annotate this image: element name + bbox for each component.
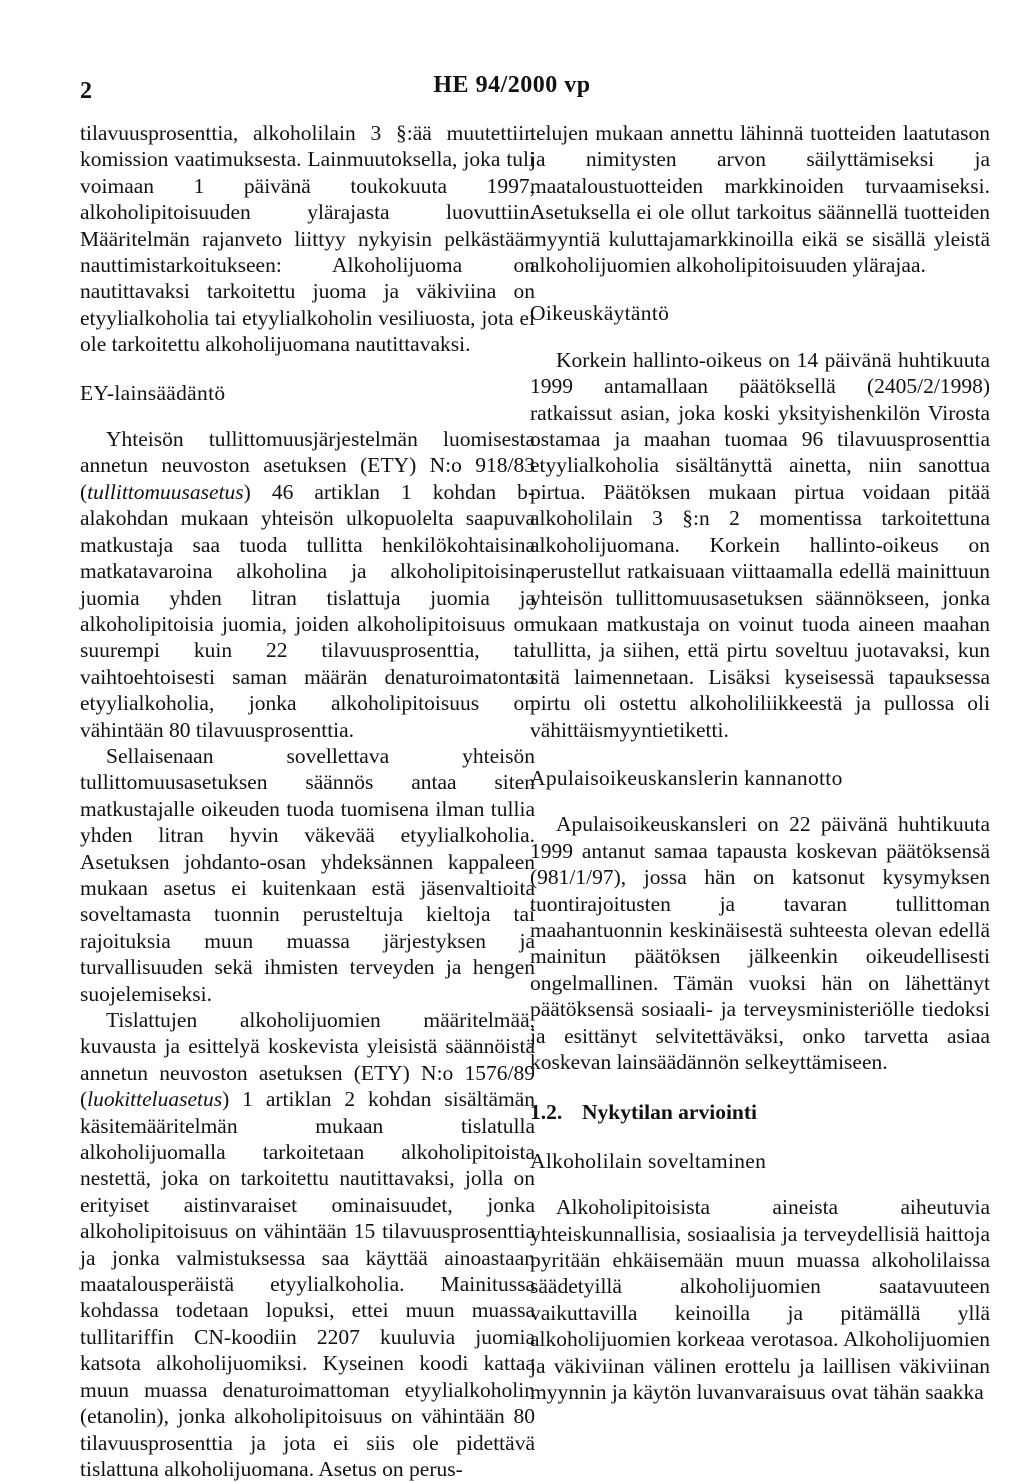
left-paragraph-2 [80, 426, 535, 743]
left-paragraph-4 [80, 1007, 535, 1482]
section-heading [530, 1099, 990, 1125]
right-paragraph-1: telujen mukaan annettu lähinnä tuotteiden laatutason ja nimitysten arvon säilyttämiseksi ja maataloustuotteiden markkinoiden turvaamiseksi. Asetuksella ei ole ollut tarkoitus säännellä tuotteiden myyntiä kuluttajamarkkinoilla eikä se sisällä yleistä alkoholijuomien alkoholipitoisuuden ylärajaa. [530, 121, 990, 278]
subhead-alkoholilain-soveltaminen: Alkoholilain soveltaminen [530, 1148, 767, 1173]
right-paragraph-3: Apulaisoikeuskansleri on 22 päivänä huhtikuuta 1999 antanut samaa tapausta koskevan päätöksensä (981/1/97), jossa hän on katsonut kysymyksen tuontirajoitusten ja tavaran tullittoman maahantuonnin keskinäisestä suhteesta olevan edellä mainitun päätöksen jälkeenkin oikeudellisesti ongelmallinen. Tämän vuoksi hän on lähettänyt päätöksensä sosiaali- ja terveysministeriölle tiedoksi ja esittänyt selvitettäväksi, onko tarvetta asiaa koskevan lainsäädännön selkeyttämiseen. [530, 812, 990, 1074]
right-column [530, 120, 990, 1405]
right-paragraph-4: Alkoholipitoisista aineista aiheutuvia yhteiskunnallisia, sosiaalisia ja terveydellisiä haittoja pyritään ehkäisemään muun muassa alkoholilaissa säädetyillä alkoholijuomien saatavuuteen vaikuttavilla keinoilla ja pitämällä yllä alkoholijuomien korkeaa verotasoa. Alkoholijuomien ja väkiviinan välinen erottelu ja laillisen väkiviinan myynnin ja käytön luvanvaraisuus ovat tähän saakka [530, 1195, 990, 1405]
left-paragraph-4-text-a: Tislattujen alkoholijuomien määritelmää, kuvausta ja esittelyä koskevista yleisistä säännöistä annetun neuvoston asetuksen (ETY) N:o 1576/89 ( [80, 1008, 535, 1112]
page-number: 2 [80, 78, 92, 104]
subhead-apulaisoikeuskansleri: Apulaisoikeuskanslerin kannanotto [530, 765, 843, 790]
section-number: 1.2. [530, 1100, 563, 1125]
left-paragraph-1: tilavuusprosenttia, alkoholilain 3 §:ää muutettiin komission vaatimuksesta. Lainmuutoksella, joka tuli voimaan 1 päivänä toukokuuta 1997, alkoholipitoisuuden ylärajasta luovuttiin. Määritelmän rajanveto liittyy nykyisin pelkästään nauttimistarkoitukseen: Alkoholijuoma on nautittavaksi tarkoitettu juoma ja väkiviina on etyylialkoholia tai etyylialkoholin vesiliuosta, jota ei ole tarkoitettu alkoholijuomana nautittavaksi. [80, 121, 535, 357]
left-column [80, 120, 535, 1482]
left-paragraph-4-italic: luokitteluasetus [87, 1087, 223, 1112]
running-head: HE 94/2000 vp [433, 72, 591, 98]
subhead-oikeuskaytanto: Oikeuskäytäntö [530, 301, 670, 326]
left-paragraph-3: Sellaisenaan sovellettava yhteisön tullittomuusasetuksen säännös antaa siten matkustajalle oikeuden tuoda tuomisena ilman tullia yhden litran hyvin väkevää etyylialkoholia. Asetuksen johdanto-osan yhdeksännen kappaleen mukaan asetus ei kuitenkaan estä jäsenvaltioita soveltamasta tuonnin perusteltuja kieltoja tai rajoituksia muun muassa järjestyksen ja turvallisuuden sekä ihmisten terveyden ja hengen suojelemiseksi. [80, 743, 535, 1006]
left-paragraph-2-text-a: Yhteisön tullittomuusjärjestelmän luomisesta annetun neuvoston asetuksen (ETY) N:o 918/83 ( [80, 427, 535, 504]
left-paragraph-2-text-b: ) 46 artiklan 1 kohdan b-alakohdan mukaan yhteisön ulkopuolelta saapuva matkustaja saa tuoda tullitta henkilökohtaisina matkatavaroina alkoholina ja alkoholipitoisina juomia yhden litran tislattuja juomia ja alkoholipitoisia juomia, joiden alkoholipitoisuus on suurempi kuin 22 tilavuusprosenttia, tai vaihtoehtoisesti saman määrän denaturoimatonta etyylialkoholia, jonka alkoholipitoisuus on vähintään 80 tilavuusprosenttia. [80, 479, 535, 742]
left-paragraph-4-text-b: ) 1 artiklan 2 kohdan sisältämän käsitemääritelmän mukaan tislatulla alkoholijuomalla tarkoitetaan alkoholipitoista nestettä, joka on tarkoitettu nautittavaksi, jolla on erityiset aistinvaraiset ominaisuudet, jonka alkoholipitoisuus on vähintään 15 tilavuusprosenttia ja jonka valmistuksessa saa käyttää ainoastaan maatalousperäistä etyylialkoholia. Mainitussa kohdassa todetaan lopuksi, ettei muun muassa tullitariffin CN-koodiin 2207 kuuluvia juomia katsota alkoholijuomiksi. Kyseinen koodi kattaa muun muassa denaturoimattoman etyylialkoholin (etanolin), jonka alkoholipitoisuus on vähintään 80 tilavuusprosenttia ja jota ei siis ole pidettävä tislattuna alkoholijuomana. Asetus on perus- [80, 1087, 535, 1481]
left-paragraph-2-italic: tullittomuusasetus [87, 479, 244, 504]
right-paragraph-2: Korkein hallinto-oikeus on 14 päivänä huhtikuuta 1999 antamallaan päätöksellä (2405/2/1998) ratkaissut asian, joka koski yksityishenkilön Virosta ostamaa ja maahan tuomaa 96 tilavuusprosenttia etyylialkoholia sisältänyttä ainetta, niin sanottua pirtua. Päätöksen mukaan pirtua voidaan pitää alkoholilain 3 §:n 2 momentissa tarkoitettuna alkoholijuomana. Korkein hallinto-oikeus on perustellut ratkaisuaan viittaamalla edellä mainittuun yhteisön tullittomuusasetuksen säännökseen, jonka mukaan matkustaja on voinut tuoda aineen maahan tullitta, ja siihen, että pirtu soveltuu juotavaksi, kun sitä laimennetaan. Lisäksi kyseisessä tapauksessa pirtu oli ostettu alkoholiliikkeestä ja pullossa oli vähittäismyyntietiketti. [530, 347, 990, 742]
section-title: Nykytilan arviointi [582, 1100, 758, 1125]
subhead-ey-lainsaadanto: EY-lainsäädäntö [80, 380, 226, 405]
